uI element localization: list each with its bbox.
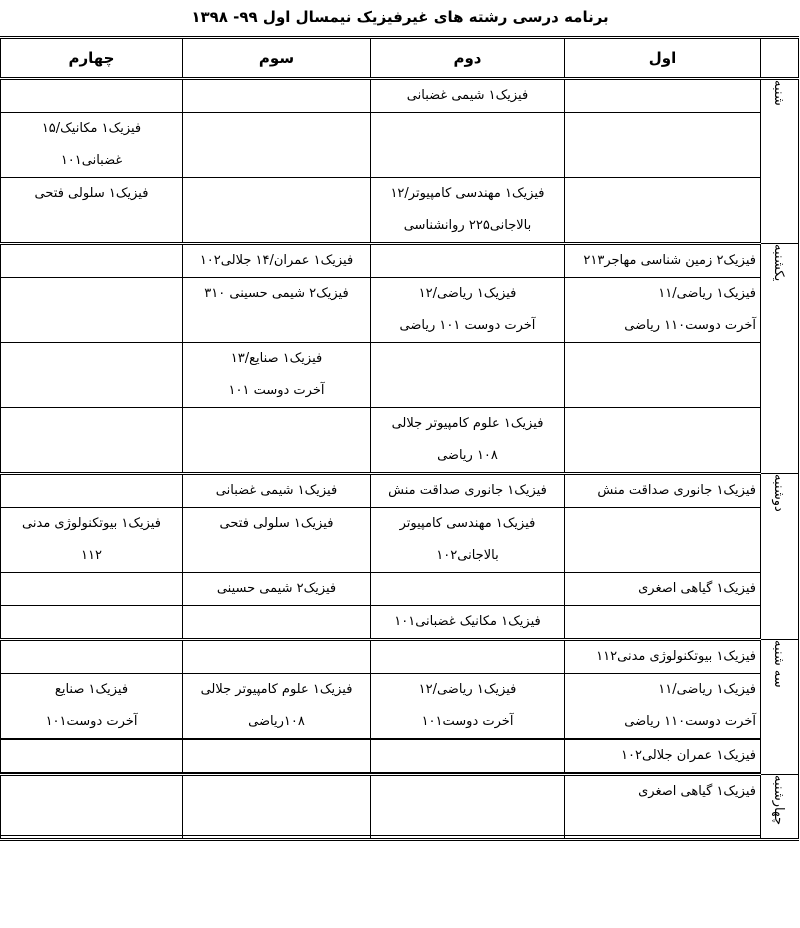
header-row <box>1 38 799 79</box>
class-cell <box>371 79 565 113</box>
class-line: فیزیک۲ شیمی حسینی <box>216 581 337 596</box>
class-line: فیزیک۱ عمران/۱۴ جلالی۱۰۲ <box>199 253 354 268</box>
class-line: فیزیک۱ مکانیک/۱۵ <box>41 121 142 136</box>
class-cell <box>1 573 183 606</box>
class-cell <box>371 343 565 408</box>
schedule-row <box>1 178 799 244</box>
page-title: برنامه درسی رشته های غیرفیزیک نیمسال اول ۹۹- ۱۳۹۸ <box>191 8 609 26</box>
class-line: آخرت دوست ۱۰۱ ریاضی <box>399 318 536 333</box>
class-line: ۱۰۸ریاضی <box>248 714 305 729</box>
class-cell <box>183 640 371 674</box>
class-line: فیزیک۱ صنایع <box>54 682 129 697</box>
class-cell <box>1 640 183 674</box>
day-label <box>761 640 799 775</box>
class-cell <box>371 474 565 508</box>
class-line: فیزیک۱ ریاضی/۱۱ <box>658 682 756 697</box>
class-line: فیزیک۱ شیمی غضبانی <box>215 483 338 498</box>
schedule-row <box>1 740 799 773</box>
class-cell <box>1 836 183 840</box>
class-cell <box>371 640 565 674</box>
class-line: فیزیک۱ گیاهی اصغری <box>638 784 756 799</box>
class-cell <box>371 674 565 739</box>
schedule-row <box>1 244 799 278</box>
class-cell <box>1 244 183 278</box>
class-cell <box>565 408 761 474</box>
schedule-row <box>1 640 799 674</box>
class-line: ۱۰۸ ریاضی <box>437 448 498 463</box>
schedule-row <box>1 573 799 606</box>
class-cell <box>371 606 565 640</box>
class-cell <box>371 508 565 573</box>
class-cell <box>1 775 183 836</box>
class-line: فیزیک۱ سلولی فتحی <box>219 516 334 531</box>
class-cell <box>183 508 371 573</box>
schedule-row <box>1 508 799 573</box>
class-cell <box>183 775 371 836</box>
class-cell <box>1 408 183 474</box>
schedule-row <box>1 79 799 113</box>
class-cell <box>371 836 565 840</box>
class-cell <box>371 278 565 343</box>
class-line: فیزیک۱ جانوری صداقت منش <box>597 483 756 498</box>
class-line: فیزیک۱ ریاضی/۱۲ <box>418 286 517 301</box>
class-cell <box>371 244 565 278</box>
schedule-row <box>1 278 799 343</box>
class-cell <box>1 278 183 343</box>
class-cell <box>1 508 183 573</box>
class-line: آخرت دوست۱۱۰ ریاضی <box>624 318 756 333</box>
day-label-text: شنبه <box>771 80 786 106</box>
header-second: دوم <box>371 38 565 79</box>
schedule-row <box>1 606 799 640</box>
class-cell <box>1 674 183 739</box>
class-line: فیزیک۱ سلولی فتحی <box>34 186 149 201</box>
class-cell <box>183 408 371 474</box>
class-cell <box>1 113 183 178</box>
class-line: فیزیک۱ ریاضی/۱۱ <box>658 286 756 301</box>
class-line: بالاجانی۱۰۲ <box>436 548 499 563</box>
class-cell <box>183 606 371 640</box>
class-line: بالاجانی۲۲۵ روانشناسی <box>403 218 532 233</box>
class-line: آخرت دوست۱۰۱ <box>421 714 514 729</box>
schedule-row <box>1 343 799 408</box>
schedule-row <box>1 674 799 739</box>
class-line: آخرت دوست۱۰۱ <box>45 714 138 729</box>
class-cell <box>183 573 371 606</box>
class-cell <box>183 79 371 113</box>
class-line: آخرت دوست۱۱۰ ریاضی <box>624 714 756 729</box>
class-line: فیزیک۱ علوم کامپیوتر جلالی <box>391 416 544 431</box>
schedule-row <box>1 113 799 178</box>
day-label-text: سه شنبه <box>771 640 786 688</box>
class-line: فیزیک۱ گیاهی اصغری <box>638 581 756 596</box>
day-label <box>761 775 799 840</box>
class-cell <box>565 573 761 606</box>
class-cell <box>183 674 371 739</box>
class-cell <box>183 178 371 244</box>
class-cell <box>1 178 183 244</box>
schedule-row <box>1 474 799 508</box>
class-line: فیزیک۱ ریاضی/۱۲ <box>418 682 517 697</box>
class-cell <box>371 740 565 773</box>
class-cell <box>371 113 565 178</box>
class-cell <box>371 573 565 606</box>
class-cell <box>183 278 371 343</box>
class-cell <box>183 740 371 773</box>
class-line: فیزیک۱ جانوری صداقت منش <box>388 483 547 498</box>
schedule-table <box>0 36 799 841</box>
class-cell <box>565 775 761 836</box>
class-line: ۱۱۲ <box>81 548 102 563</box>
class-cell <box>183 113 371 178</box>
day-label <box>761 474 799 640</box>
class-cell <box>1 740 183 773</box>
class-cell <box>565 640 761 674</box>
class-line: فیزیک۱ مهندسی کامپیوتر <box>399 516 536 531</box>
class-cell <box>371 178 565 244</box>
class-cell <box>183 474 371 508</box>
class-cell <box>565 79 761 113</box>
class-line: فیزیک۱ بیوتکنولوژی مدنی <box>22 516 161 531</box>
class-line: فیزیک۱ بیوتکنولوژی مدنی۱۱۲ <box>596 649 756 664</box>
header-fourth: چهارم <box>1 38 183 79</box>
header-first: اول <box>565 38 761 79</box>
class-cell <box>1 606 183 640</box>
class-line: فیزیک۲ شیمی حسینی ۳۱۰ <box>204 286 349 301</box>
class-cell <box>565 740 761 773</box>
class-cell <box>565 606 761 640</box>
day-label <box>761 244 799 474</box>
class-line: فیزیک۱ علوم کامپیوتر جلالی <box>200 682 353 697</box>
class-cell <box>565 508 761 573</box>
class-line: فیزیک۲ زمین شناسی مهاجر۲۱۳ <box>583 253 756 268</box>
class-cell <box>565 343 761 408</box>
day-label-text: دوشنبه <box>771 474 786 512</box>
class-line: فیزیک۱ صنایع/۱۳ <box>230 351 323 366</box>
class-cell <box>371 408 565 474</box>
class-cell <box>1 343 183 408</box>
class-cell <box>565 474 761 508</box>
class-cell <box>183 343 371 408</box>
class-cell <box>565 178 761 244</box>
header-day-corner <box>761 38 799 79</box>
header-third: سوم <box>183 38 371 79</box>
class-cell <box>565 278 761 343</box>
schedule-body <box>1 79 799 840</box>
day-label-text: یکشنبه <box>771 244 786 282</box>
class-cell <box>183 836 371 840</box>
day-label <box>761 79 799 244</box>
schedule-row <box>1 836 799 840</box>
class-cell <box>183 244 371 278</box>
class-line: آخرت دوست ۱۰۱ <box>228 383 325 398</box>
schedule-row <box>1 775 799 836</box>
class-cell <box>565 836 761 840</box>
class-cell <box>565 244 761 278</box>
class-line: فیزیک۱ عمران جلالی۱۰۲ <box>621 748 756 763</box>
class-cell <box>1 79 183 113</box>
schedule-row <box>1 408 799 474</box>
class-line: غضبانی۱۰۱ <box>60 153 123 168</box>
class-cell <box>1 474 183 508</box>
class-line: فیزیک۱ مهندسی کامپیوتر/۱۲ <box>390 186 545 201</box>
class-cell <box>565 674 761 739</box>
class-line: فیزیک۱ مکانیک غضبانی۱۰۱ <box>394 614 541 629</box>
day-label-text: چهارشنبه <box>771 775 786 825</box>
class-cell <box>371 775 565 836</box>
class-line: فیزیک۱ شیمی غضبانی <box>406 88 529 103</box>
class-cell <box>565 113 761 178</box>
